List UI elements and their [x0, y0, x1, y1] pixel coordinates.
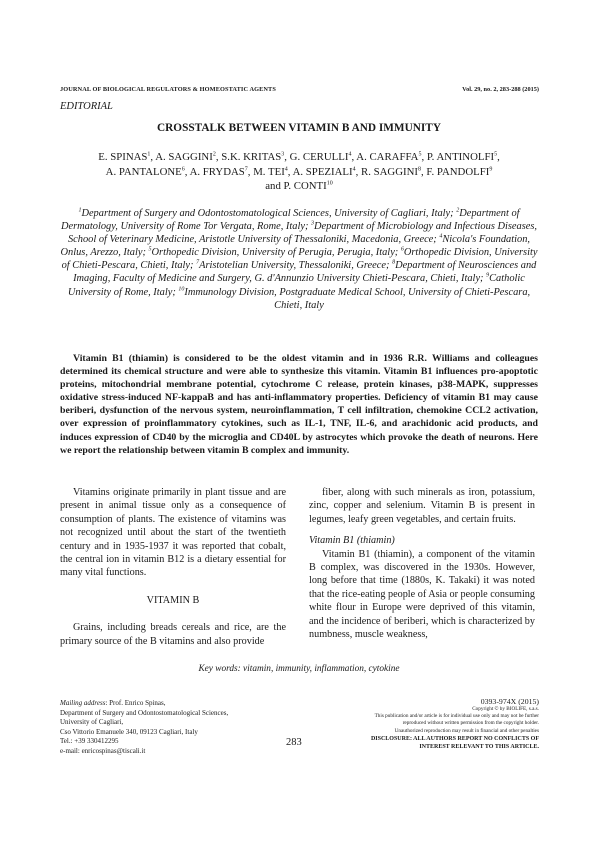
author-name: P. ANTINOLFI [426, 151, 495, 163]
author-list: E. SPINAS$^1$, A. SAGGINI$^2$, S.K. KRITAS$^3$, G. CERULLI$^4$, A. CARAFFA$^5$, P. ANTINOLFI$^5$, A. PANTALONE$^6$, A. FRYDAS$^7$, M. TEI$^4$, A. SPEZIALI$^4$, R. SAGGINI$^8$, F. PANDOLFI$^9$ and P. CONTI$^{10}$ [98, 151, 500, 192]
author-affiliation-mark: 8 [417, 165, 421, 172]
mailing-line: Department of Surgery and Odontostomatological Sciences, [60, 708, 229, 717]
author-name: F. PANDOLFI [426, 165, 490, 178]
affiliation-mark: 8 [392, 259, 396, 266]
disclosure-line: DISCLOSURE: ALL AUTHORS REPORT NO CONFLICTS OF [370, 735, 539, 742]
affiliation-mark: 2 [456, 207, 460, 214]
author-name: G. CERULLI [289, 151, 349, 163]
volume-info: Vol. 29, no. 2, 283-288 (2015) [462, 86, 539, 93]
author-name: R. SAGGINI [361, 165, 418, 178]
affiliation-text: Immunology Division, Postgraduate Medical School, University of Chieti-Pescara, Chieti, Italy [184, 286, 531, 311]
mailing-line: University of Cagliari, [60, 718, 124, 727]
author-name: A. SAGGINI [155, 151, 213, 163]
author-name: A. SPEZIALI [292, 165, 353, 178]
affiliation-text: Department of Microbiology and Infectious Diseases, School of Veterinary Medicine, Aristotle University of Thessaloniki, Macedonia, Greece; [67, 221, 537, 246]
author-affiliation-mark: 1 [147, 151, 151, 158]
author-affiliation-mark: 10 [326, 180, 333, 187]
body-column-right [309, 486, 535, 641]
copyright-notice: Copyright © by BIOLIFE, s.a.s. [472, 706, 539, 712]
affiliation-mark: 1 [78, 207, 82, 214]
author-affiliation-mark: 5 [418, 151, 422, 158]
mailing-line: : Prof. Enrico Spinas, [105, 699, 166, 707]
author-affiliation-mark: 9 [489, 165, 493, 172]
mailing-line: Tel.: +39 330412295 [60, 737, 119, 746]
author-affiliation-mark: 7 [244, 165, 248, 172]
article-title: CROSSTALK BETWEEN VITAMIN B AND IMMUNITY [156, 122, 442, 134]
affiliation-text: Department of Dermatology, University of Rome Tor Vergata, Rome, Italy; [61, 208, 520, 233]
section-heading: VITAMIN B [146, 594, 200, 606]
author-name: M. TEI [253, 165, 285, 178]
affiliation-mark: 9 [486, 273, 490, 279]
author-name: and P. CONTI [265, 180, 327, 192]
copyright-line: Unauthorized reproduction may result in financial and other penalties [394, 727, 539, 734]
disclosure-line: INTEREST RELEVANT TO THIS ARTICLE. [419, 743, 539, 750]
subsection-heading: Vitamin B1 (thiamin) [309, 535, 395, 547]
page-number: 283 [286, 737, 302, 748]
copyright-line: reproduced without written permission from the copyright holder. [402, 720, 539, 727]
affiliation-text: Catholic University of Rome, Italy; [67, 273, 525, 298]
section-label: EDITORIAL [60, 101, 113, 112]
author-name: A. CARAFFA [356, 151, 419, 163]
paragraph: Vitamins originate primarily in plant tissue and are present in animal tissue only as a consequence of consumption of plants. The existence of vitamins was not recognized until about the start of the twentieth century and in 1935-1937 it was reported that cobalt, the central ion in vitamin B12 is a dietary essential for many vital functions. [60, 487, 286, 579]
author-affiliation-mark: 5 [494, 151, 498, 158]
copyright-line: This publication and/or article is for individual use only and may not be further [374, 713, 539, 720]
affiliation-mark: 10 [178, 286, 185, 293]
author-affiliation-mark: 4 [352, 165, 356, 172]
affiliation-mark: 7 [196, 259, 200, 266]
paragraph: fiber, along with such minerals as iron, potassium, zinc, copper and selenium. Vitamin B is present in legumes, leafy green vegetables, and certain fruits. [309, 487, 535, 525]
author-affiliation-mark: 3 [281, 151, 285, 158]
paragraph: Vitamin B1 (thiamin), a component of the vitamin B complex, was discovered in the 1930s. However, long before that time (1880s, K. Takaki) it was noted that the rice-eating people of Asia or people consuming white flour in Europe were deprived of this vitamin, and the incidence of beriberi, which is characterized by numbness, muscle weakness, [309, 548, 535, 641]
email-address: e-mail: enricospinas@tiscali.it [60, 746, 146, 755]
issn: 0393-974X (2015) [480, 697, 539, 706]
paragraph: Grains, including breads cereals and rice, are the primary source of the B vitamins and also provide [60, 622, 286, 647]
affiliation-mark: 6 [400, 246, 404, 253]
affiliation-text: Department of Neurosciences and Imaging, Faculty of Medicine and Surgery, G. d'Annunzio University Chieti-Pescara, Chieti, Italy; [73, 260, 537, 285]
affiliation-list [60, 207, 538, 312]
affiliation-text: Orthopedic Division, University of Perugia, Perugia, Italy; [151, 247, 401, 259]
author-affiliation-mark: 4 [284, 165, 288, 172]
affiliation-text: Orthopedic Division, University of Chieti-Pescara, Chieti, Italy; [61, 247, 538, 272]
mailing-label: Mailing address [60, 699, 106, 707]
affiliation-mark: 4 [439, 233, 443, 240]
affiliation-text: Department of Surgery and Odontostomatological Sciences, University of Cagliari, Italy; [81, 208, 457, 219]
keywords: Key words: vitamin, immunity, inflammation, cytokine [198, 664, 400, 674]
affiliation-mark: 3 [311, 220, 315, 227]
mailing-line: Cso Vittorio Emanuele 340, 09123 Cagliari, Italy [60, 727, 198, 736]
copyright-block [299, 697, 539, 751]
affiliation-mark: 5 [148, 246, 152, 253]
author-name: E. SPINAS [98, 151, 148, 163]
author-affiliation-mark: 4 [348, 151, 352, 158]
abstract: Vitamin B1 (thiamin) is considered to be the oldest vitamin and in 1936 R.R. Williams and colleagues determined its chemical structure and were able to synthesize this vitamin. Vitamin B1 influences pro-apoptotic proteins, mitochondrial membrane potential, cytochrome C release, protein kinases, p38-MAPK, suppresses oxidative stress-induced NF-kappaB and has anti-inflammatory properties. Deficiency of vitamin B1 may cause beriberi, dysfunction of the nervous system, neuroinflammation, T cell infiltration, chemokine CCL2 activation, over expression of proinflammatory cytokines, such as IL-1, TNF, IL-6, and arachidonic acid products, and induces expression of CD40 by the microglia and CD40L by astrocytes which provoke the death of neurons. Here we report the relationship between vitamin B complex and immunity. [60, 353, 538, 456]
author-affiliation-mark: 2 [212, 151, 216, 158]
affiliation-text: Nicola's Foundation, Onlus, Arezzo, Italy; [60, 234, 531, 259]
journal-name: JOURNAL OF BIOLOGICAL REGULATORS & HOMEOSTATIC AGENTS [60, 86, 276, 93]
author-name: A. PANTALONE [105, 165, 182, 178]
author-name: A. FRYDAS [189, 165, 245, 178]
affiliation-text: Aristotelian University, Thessaloniki, Greece; [199, 260, 393, 272]
mailing-address [60, 699, 228, 757]
body-column-left [60, 486, 286, 648]
author-name: S.K. KRITAS [221, 151, 282, 163]
author-affiliation-mark: 6 [181, 165, 185, 172]
